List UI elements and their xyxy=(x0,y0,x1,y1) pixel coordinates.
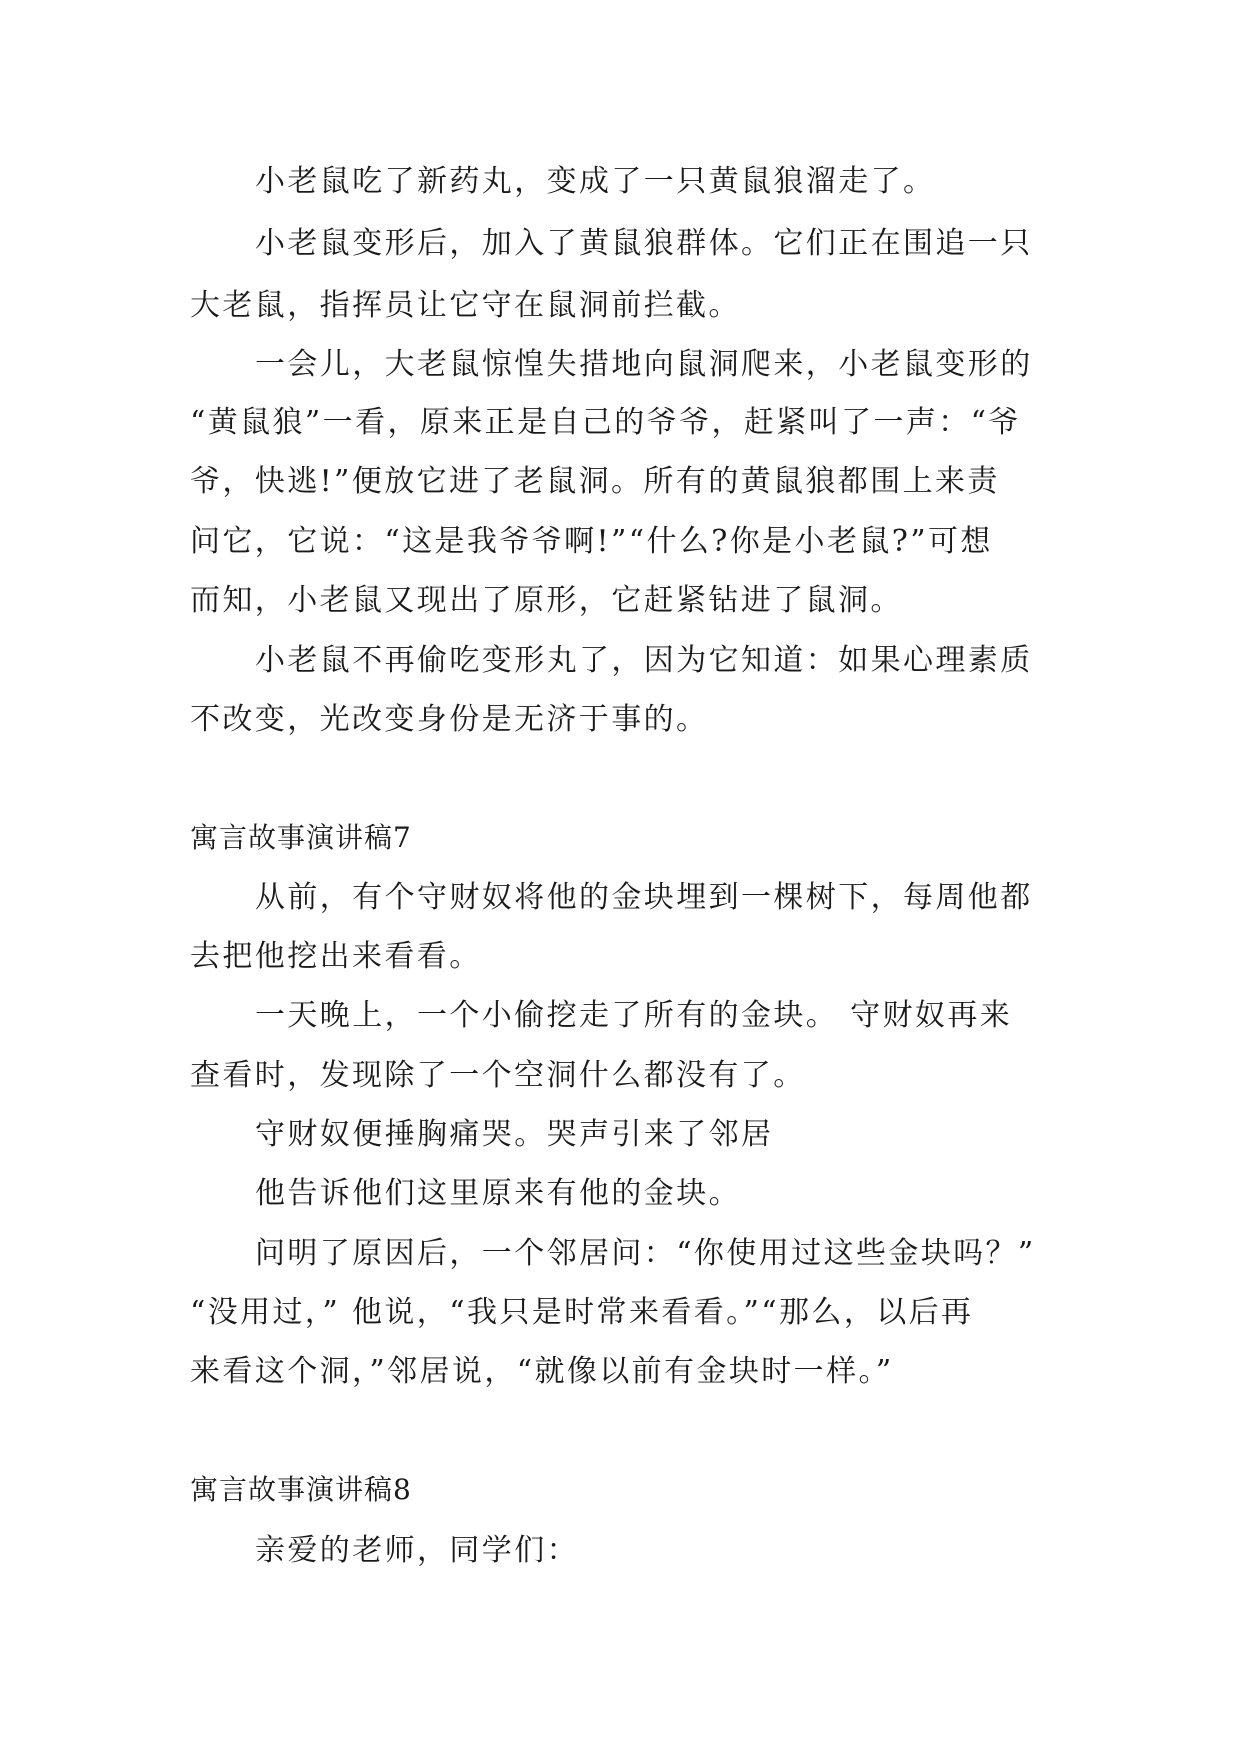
paragraph-line: 来看这个洞，”邻居说，“就像以前有金块时一样。” xyxy=(190,1354,894,1389)
paragraph-line: 问它，它说：“这是我爷爷啊!”“什么?你是小老鼠?”可想 xyxy=(190,524,993,559)
paragraph-line: 亲爱的老师，同学们： xyxy=(255,1533,579,1568)
paragraph-line: “没用过，” 他说，“我只是时常来看看。”“那么，以后再 xyxy=(190,1295,974,1330)
paragraph-line: 守财奴便捶胸痛哭。哭声引来了邻居 xyxy=(255,1117,774,1152)
paragraph-line: 小老鼠不再偷吃变形丸了，因为它知道：如果心理素质 xyxy=(255,643,1033,678)
paragraph-line: 一会儿，大老鼠惊惶失措地向鼠洞爬来，小老鼠变形的 xyxy=(255,347,1033,382)
paragraph-line: 小老鼠吃了新药丸，变成了一只黄鼠狼溜走了。 xyxy=(255,164,936,199)
paragraph-line: 去把他挖出来看看。 xyxy=(190,939,482,974)
section-heading: 寓言故事演讲稿7 xyxy=(190,821,412,854)
section-heading: 寓言故事演讲稿8 xyxy=(190,1473,412,1506)
paragraph-line: 大老鼠，指挥员让它守在鼠洞前拦截。 xyxy=(190,288,741,323)
paragraph-line: 爷，快逃!”便放它进了老鼠洞。所有的黄鼠狼都围上来责 xyxy=(190,464,1000,499)
paragraph-line: 他告诉他们这里原来有他的金块。 xyxy=(255,1176,741,1211)
paragraph-line: 从前，有个守财奴将他的金块埋到一棵树下，每周他都 xyxy=(255,880,1033,915)
paragraph-line: 而知，小老鼠又现出了原形，它赶紧钻进了鼠洞。 xyxy=(190,583,903,618)
paragraph-line: 小老鼠变形后，加入了黄鼠狼群体。它们正在围追一只 xyxy=(255,226,1033,261)
paragraph-line: 查看时，发现除了一个空洞什么都没有了。 xyxy=(190,1058,806,1093)
paragraph-line: 问明了原因后，一个邻居问：“你使用过这些金块吗？” xyxy=(255,1236,1036,1271)
paragraph-line: 一天晚上，一个小偷挖走了所有的金块。 守财奴再来 xyxy=(255,998,1013,1033)
paragraph-line: “黄鼠狼”一看，原来正是自己的爷爷，赶紧叫了一声：“爷 xyxy=(190,405,1021,440)
paragraph-line: 不改变，光改变身份是无济于事的。 xyxy=(190,702,709,737)
